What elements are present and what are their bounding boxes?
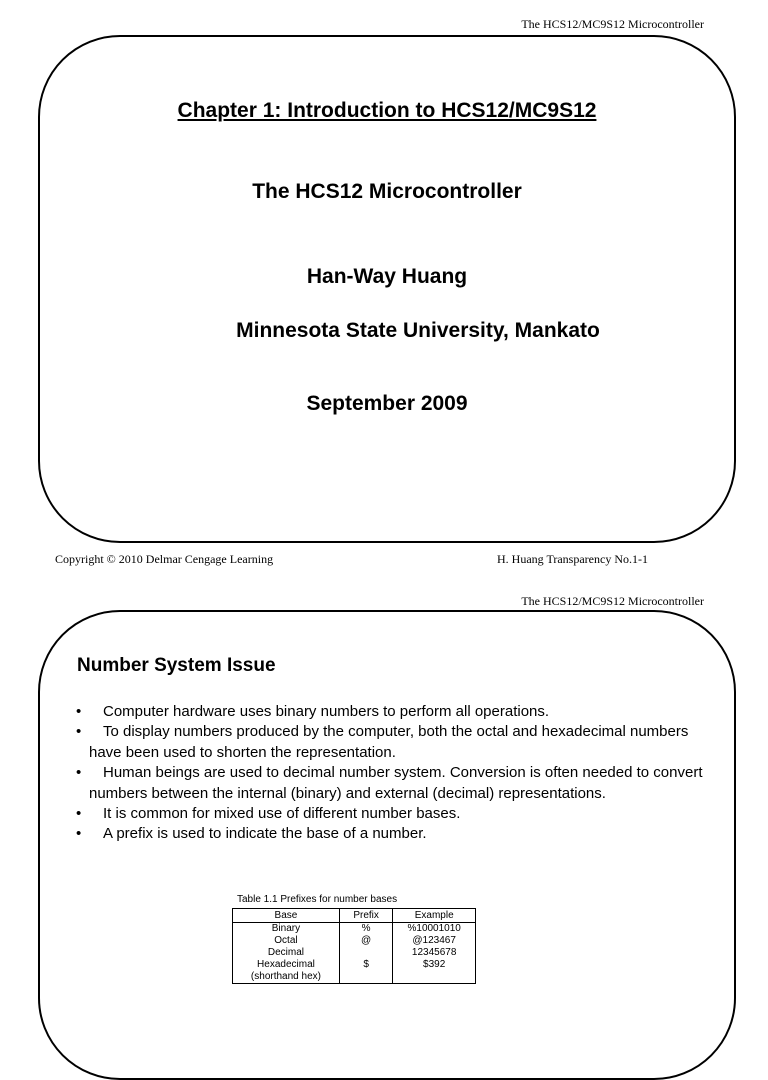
bullet-text: Computer hardware uses binary numbers to perform all operations. — [103, 703, 550, 720]
table-cell: $ — [363, 959, 369, 970]
table-cell: Octal — [274, 935, 298, 946]
date: September 2009 — [306, 392, 468, 415]
bullet-item — [76, 763, 716, 804]
table-header-cell: Example — [393, 909, 476, 923]
table-cell: %10001010 — [407, 923, 461, 934]
bullet-item — [76, 804, 716, 824]
table-cell: Binary — [271, 923, 301, 934]
slide1-frame — [38, 35, 736, 543]
bullet-list — [76, 702, 716, 845]
slide2-frame — [38, 610, 736, 1080]
chapter-title — [40, 99, 734, 123]
copyright: Copyright © 2010 Delmar Cengage Learning — [55, 552, 274, 566]
slide2-header: The HCS12/MC9S12 Microcontroller — [521, 594, 704, 608]
bullet-dot: • — [76, 825, 82, 843]
chapter-title-text: Chapter 1: Introduction to HCS12/MC9S12 — [177, 99, 597, 122]
table-cell: 12345678 — [411, 947, 457, 958]
table-header-cell: Base — [233, 909, 340, 923]
author: Han-Way Huang — [306, 265, 468, 288]
table-cell: @ — [361, 935, 372, 946]
prefix-column — [339, 923, 392, 984]
bullet-text: A prefix is used to indicate the base of a number. — [103, 825, 427, 843]
table-cell: % — [361, 923, 371, 934]
slide1-header: The HCS12/MC9S12 Microcontroller — [521, 17, 704, 31]
bullet-dot: • — [76, 805, 82, 823]
table-header-row — [233, 909, 476, 923]
table-cell — [395, 971, 473, 983]
table-cell — [342, 971, 390, 983]
table-cell: @123467 — [412, 935, 456, 946]
table-cell — [342, 947, 390, 959]
example-column — [393, 923, 476, 984]
transparency-number: H. Huang Transparency No.1-1 — [497, 552, 648, 566]
bullet-dot: • — [76, 703, 82, 720]
bullet-item — [76, 722, 716, 763]
bullet-text: It is common for mixed use of different number bases. — [103, 805, 461, 823]
bullet-dot: • — [76, 764, 82, 782]
bullet-dot: • — [76, 723, 82, 741]
subtitle: The HCS12 Microcontroller — [252, 180, 522, 203]
table-cell: Decimal — [267, 947, 305, 958]
table-cell: (shorthand hex) — [250, 971, 321, 982]
table-header-cell: Prefix — [339, 909, 392, 923]
prefix-table — [232, 908, 476, 984]
base-column — [233, 923, 340, 984]
bullet-item — [76, 702, 716, 722]
table-cell: $392 — [423, 959, 446, 970]
bullet-text: Human beings are used to decimal number system. Conversion is often needed to convert numbers between the internal (binary) and external (decimal) representations. — [89, 764, 703, 802]
bullet-item — [76, 824, 716, 844]
table-cell: Hexadecimal — [257, 959, 315, 970]
institution: Minnesota State University, Mankato — [236, 319, 600, 342]
table-caption: Table 1.1 Prefixes for number bases — [237, 894, 398, 905]
table-row — [233, 923, 476, 984]
section-heading: Number System Issue — [77, 655, 276, 676]
bullet-text: To display numbers produced by the computer, both the octal and hexadecimal numbers have been used to shorten the representation. — [89, 723, 689, 761]
